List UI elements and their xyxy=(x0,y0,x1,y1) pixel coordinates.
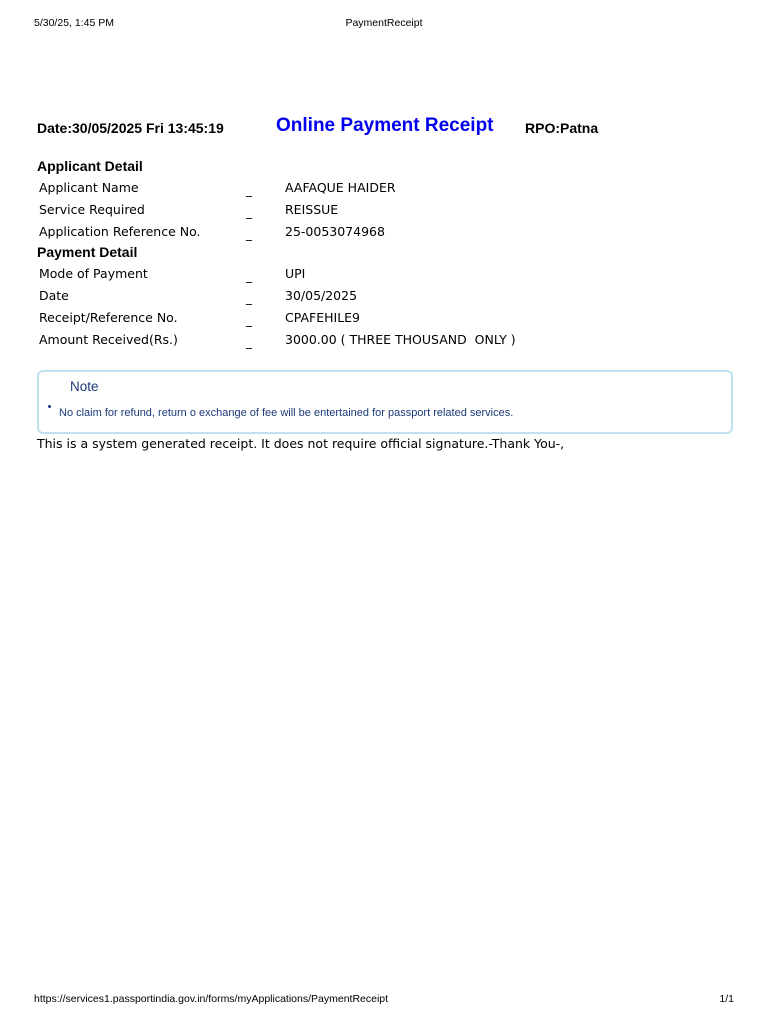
system-generated-message: This is a system generated receipt. It does not require official signature.-Thank You-, xyxy=(37,436,565,451)
receipt-rpo: RPO:Patna xyxy=(525,120,599,136)
receipt-date: Date:30/05/2025 Fri 13:45:19 xyxy=(37,120,224,136)
table-row xyxy=(39,328,516,350)
print-url: https://services1.passportindia.gov.in/forms/myApplications/PaymentReceipt xyxy=(34,993,389,1005)
row-value: 30/05/2025 xyxy=(285,287,358,303)
table-row xyxy=(39,176,396,198)
row-separator: _ xyxy=(246,269,252,283)
print-footer xyxy=(34,993,734,1007)
row-value: 25-0053074968 xyxy=(285,223,385,239)
receipt-title-row xyxy=(37,112,733,146)
row-label: Mode of Payment xyxy=(39,265,148,281)
payment-detail-heading: Payment Detail xyxy=(37,244,138,260)
row-separator: _ xyxy=(246,183,252,197)
row-separator: _ xyxy=(246,227,252,241)
note-box xyxy=(37,370,733,434)
applicant-detail-heading: Applicant Detail xyxy=(37,158,143,174)
row-value: CPAFEHILE9 xyxy=(285,309,361,325)
table-row xyxy=(39,198,396,220)
payment-receipt xyxy=(37,112,733,451)
row-label: Receipt/Reference No. xyxy=(39,309,178,325)
receipt-title: Online Payment Receipt xyxy=(276,115,494,136)
row-value: 3000.00 ( THREE THOUSAND ONLY ) xyxy=(285,331,516,347)
row-label: Applicant Name xyxy=(39,179,139,195)
print-timestamp: 5/30/25, 1:45 PM xyxy=(34,17,114,29)
payment-detail-table xyxy=(39,262,516,350)
note-title: Note xyxy=(70,379,99,394)
row-label: Date xyxy=(39,287,69,303)
applicant-detail-table xyxy=(39,176,396,242)
print-page-number: 1/1 xyxy=(719,993,734,1005)
row-separator: _ xyxy=(246,291,252,305)
row-label: Application Reference No. xyxy=(39,223,201,239)
table-row xyxy=(39,262,516,284)
note-text: No claim for refund, return o exchange of fee will be entertained for passport related services. xyxy=(59,407,514,419)
row-value: UPI xyxy=(285,265,306,281)
print-page-title: PaymentReceipt xyxy=(345,17,423,29)
table-row xyxy=(39,220,396,242)
row-label: Amount Received(Rs.) xyxy=(39,331,178,347)
row-separator: _ xyxy=(246,335,252,349)
table-row xyxy=(39,306,516,328)
row-label: Service Required xyxy=(39,201,145,217)
row-separator: _ xyxy=(246,313,252,327)
bullet-icon xyxy=(48,405,51,408)
table-row xyxy=(39,284,516,306)
row-value: AAFAQUE HAIDER xyxy=(285,179,396,195)
print-header xyxy=(34,17,734,31)
row-separator: _ xyxy=(246,205,252,219)
row-value: REISSUE xyxy=(285,201,339,217)
